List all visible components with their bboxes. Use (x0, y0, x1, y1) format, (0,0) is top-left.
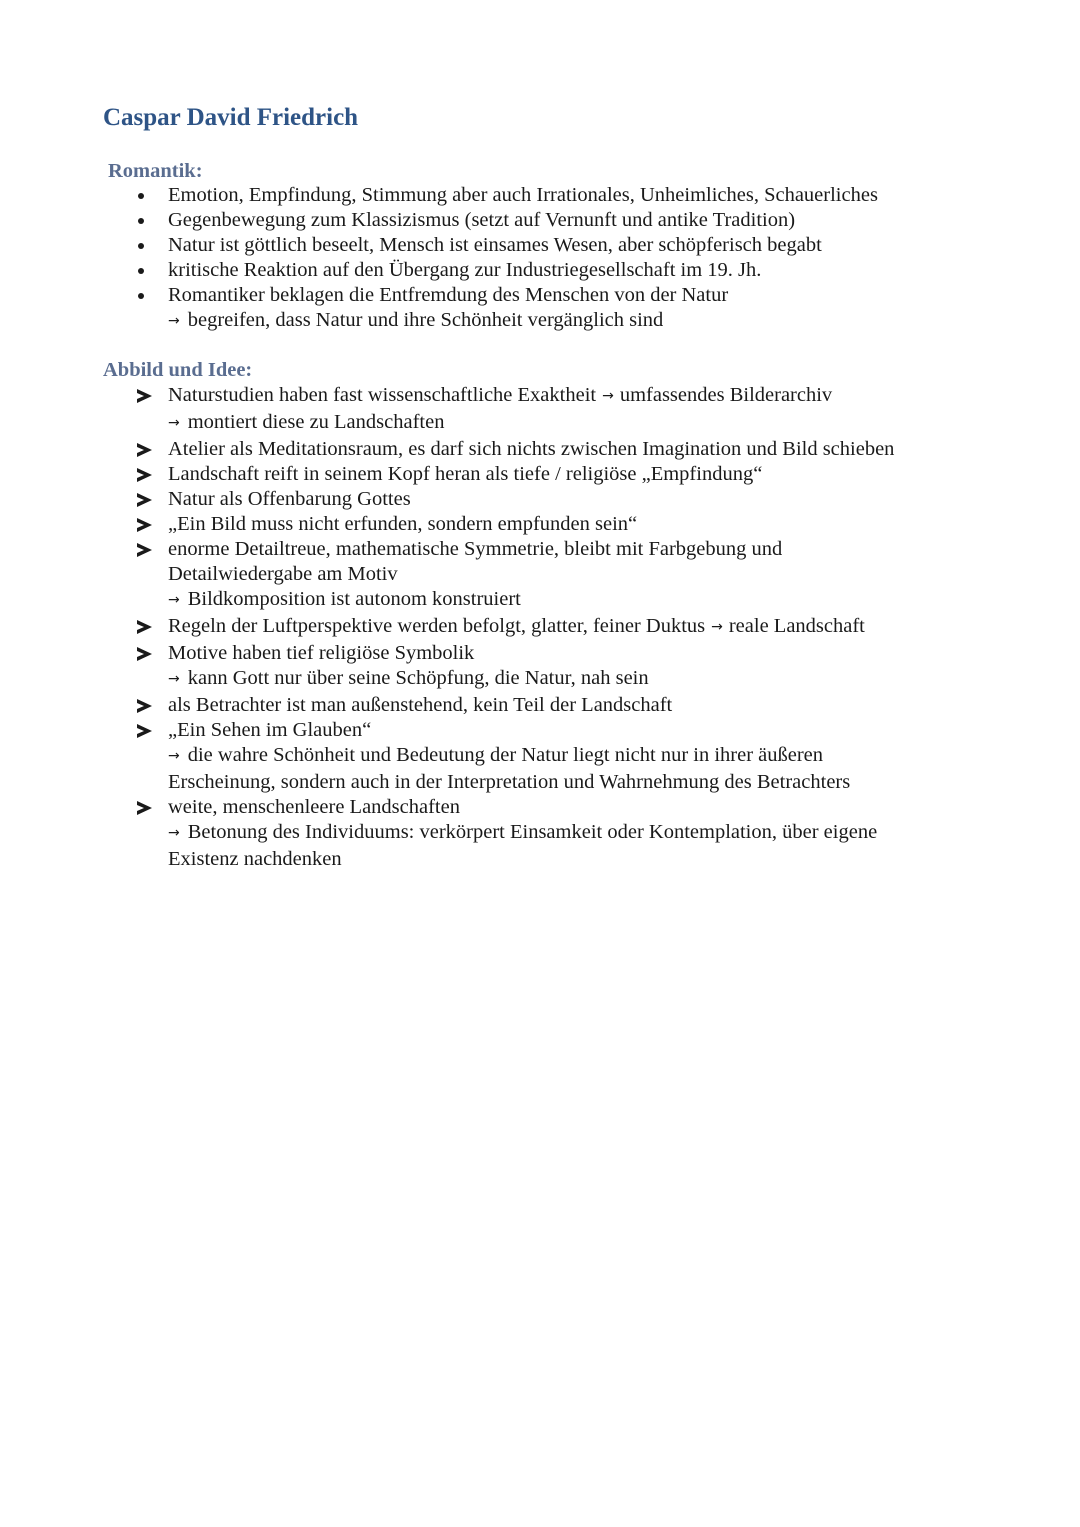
list-item-text: Motive haben tief religiöse Symbolik (168, 642, 475, 664)
bullet-icon (138, 193, 144, 199)
list-item (0, 462, 968, 487)
subline-text: montiert diese zu Landschaften (187, 411, 445, 433)
section-heading-abbild-und-idee: Abbild und Idee: (103, 359, 253, 381)
list-item (0, 718, 898, 795)
bullet-icon (138, 243, 144, 249)
list-item (0, 512, 968, 537)
list-item-text: Natur ist göttlich beseelt, Mensch ist einsames Wesen, aber schöpferisch begabt (168, 234, 822, 256)
list-item-text: als Betrachter ist man außenstehend, kein Teil der Landschaft (168, 694, 673, 716)
list-item-text: Naturstudien haben fast wissenschaftliche Exaktheit (168, 384, 597, 406)
right-arrow-icon: → (168, 592, 180, 608)
list-item-text: Regeln der Luftperspektive werden befolgt, glatter, feiner Duktus (168, 615, 706, 637)
list-item-subline (168, 587, 828, 614)
right-arrow-icon: → (168, 748, 180, 764)
bullet-icon (138, 268, 144, 274)
list-item-text: enorme Detailtreue, mathematische Symmetrie, bleibt mit Farbgebung und Detailwiedergabe am Motiv (168, 538, 783, 585)
list-item (0, 233, 968, 258)
list-item-text: umfassendes Bilderarchiv (619, 384, 833, 406)
abbild-list (0, 383, 968, 872)
subline-text: Bildkomposition ist autonom konstruiert (187, 588, 521, 610)
list-item (0, 283, 968, 335)
list-item-subline (168, 308, 968, 335)
list-item-text: „Ein Sehen im Glauben“ (168, 719, 372, 741)
list-item-text: Gegenbewegung zum Klassizismus (setzt auf Vernunft und antike Tradition) (168, 209, 796, 231)
subline-text: die wahre Schönheit und Bedeutung der Natur liegt nicht nur in ihrer äußeren Erscheinung, sondern auch in der Interpretation und Wahrnehmung des Betrachters (168, 744, 851, 793)
list-item-subline (168, 410, 968, 437)
romantik-list (0, 183, 968, 335)
right-arrow-icon: → (602, 388, 614, 404)
bullet-icon (138, 293, 144, 299)
list-item (0, 693, 968, 718)
list-item (0, 258, 968, 283)
list-item (0, 795, 938, 872)
list-item-text: kritische Reaktion auf den Übergang zur Industriegesellschaft im 19. Jh. (168, 259, 762, 281)
right-arrow-icon: → (168, 415, 180, 431)
list-item (0, 487, 968, 512)
list-item (0, 437, 968, 462)
page-title: Caspar David Friedrich (103, 104, 359, 131)
list-item-subline (168, 743, 898, 795)
list-item-text: „Ein Bild muss nicht erfunden, sondern empfunden sein“ (168, 513, 638, 535)
list-item-text: Atelier als Meditationsraum, es darf sich nichts zwischen Imagination und Bild schieben (168, 438, 895, 460)
right-arrow-icon: → (168, 825, 180, 841)
list-item (0, 537, 828, 614)
right-arrow-icon: → (168, 671, 180, 687)
list-item-text: Romantiker beklagen die Entfremdung des Menschen von der Natur (168, 284, 729, 306)
section-heading-romantik: Romantik: (108, 160, 203, 182)
list-item-text: reale Landschaft (728, 615, 865, 637)
list-item-text: Landschaft reift in seinem Kopf heran als tiefe / religiöse „Empfindung“ (168, 463, 763, 485)
list-item (0, 641, 968, 693)
list-item-text: weite, menschenleere Landschaften (168, 796, 460, 818)
list-item (0, 208, 968, 233)
list-item-subline (168, 820, 938, 872)
list-item (0, 183, 968, 208)
right-arrow-icon: → (711, 619, 723, 635)
list-item (0, 383, 968, 437)
list-item-text: Emotion, Empfindung, Stimmung aber auch Irrationales, Unheimliches, Schauerliches (168, 184, 878, 206)
bullet-icon (138, 218, 144, 224)
subline-text: begreifen, dass Natur und ihre Schönheit vergänglich sind (187, 309, 664, 331)
list-item-subline (168, 666, 968, 693)
list-item-text: Natur als Offenbarung Gottes (168, 488, 411, 510)
right-arrow-icon: → (168, 313, 180, 329)
subline-text: kann Gott nur über seine Schöpfung, die Natur, nah sein (187, 667, 649, 689)
list-item (0, 614, 968, 641)
subline-text: Betonung des Individuums: verkörpert Einsamkeit oder Kontemplation, über eigene Existenz nachdenken (168, 821, 878, 870)
